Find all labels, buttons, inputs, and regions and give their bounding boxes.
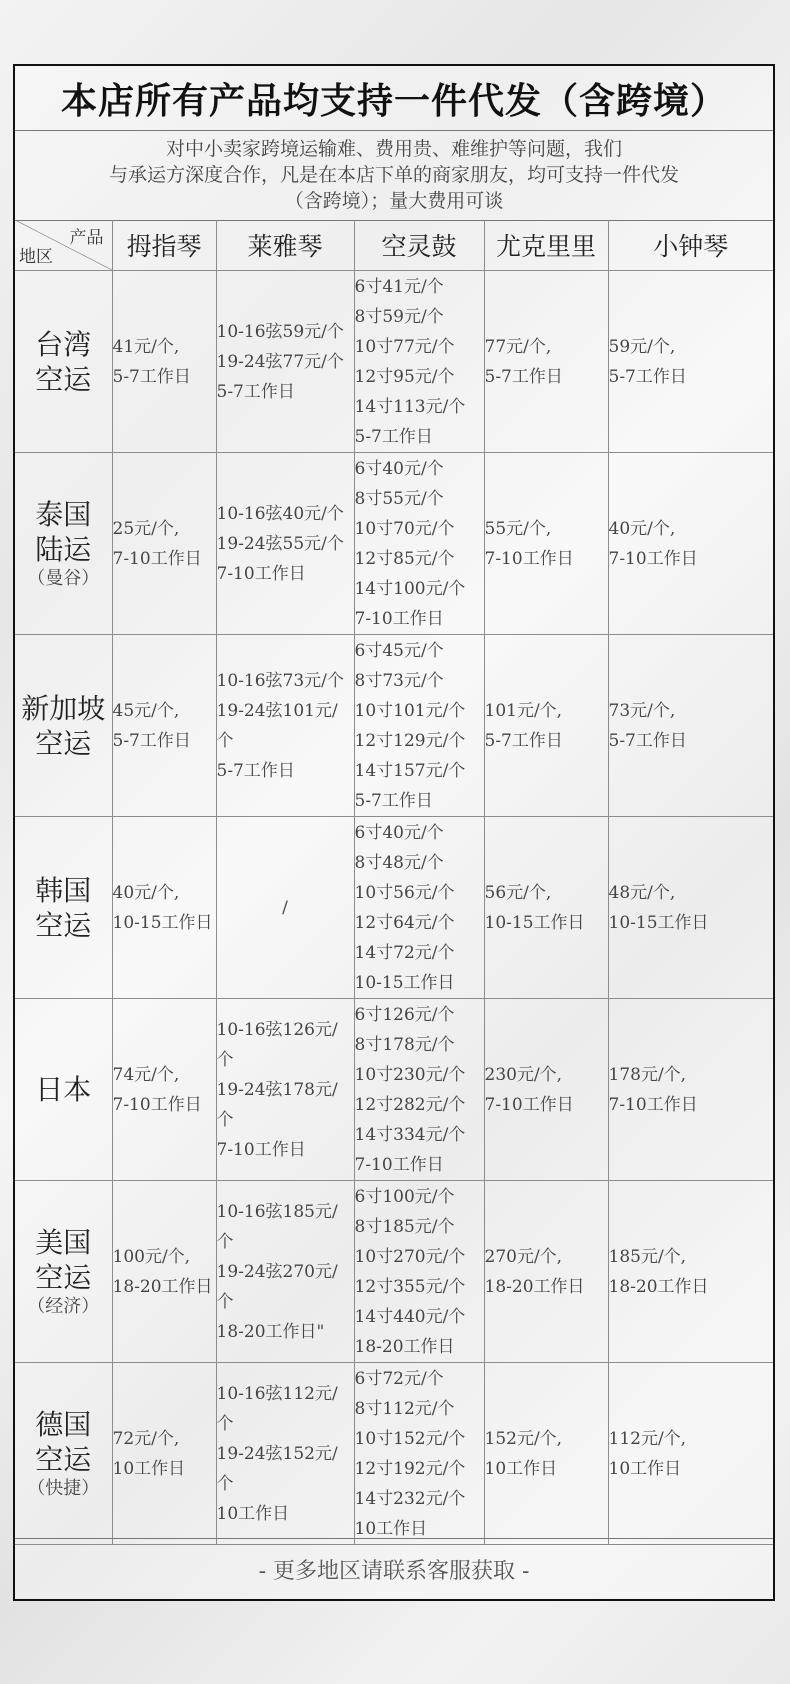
- table-header-row: [15, 220, 773, 271]
- region-name: 日本: [35, 1073, 92, 1106]
- region-cell: [15, 271, 112, 453]
- price-cell-kalimba: 25元/个, 7-10工作日: [112, 453, 216, 635]
- price-cell-lyre: 10-16弦126元/个 19-24弦178元/个 7-10工作日: [216, 999, 354, 1181]
- price-cell-glockenspiel: 73元/个, 5-7工作日: [608, 635, 773, 817]
- price-cell-tongue-drum: 6寸100元/个 8寸185元/个 10寸270元/个 12寸355元/个 14寸440元/个 18-20工作日: [354, 1181, 484, 1363]
- price-cell-ukulele: 152元/个, 10工作日: [484, 1363, 608, 1545]
- price-cell-tongue-drum: 6寸40元/个 8寸48元/个 10寸56元/个 12寸64元/个 14寸72元/个 10-15工作日: [354, 817, 484, 999]
- region-cell: [15, 1363, 112, 1545]
- table-row: [15, 453, 773, 635]
- price-cell-lyre: 10-16弦185元/个 19-24弦270元/个 18-20工作日": [216, 1181, 354, 1363]
- table-row: [15, 1181, 773, 1363]
- table-row: [15, 999, 773, 1181]
- region-note: （快捷）: [27, 1477, 100, 1499]
- price-cell-tongue-drum: 6寸126元/个 8寸178元/个 10寸230元/个 12寸282元/个 14寸334元/个 7-10工作日: [354, 999, 484, 1181]
- region-note: （曼谷）: [27, 567, 100, 589]
- region-cell: [15, 999, 112, 1181]
- footer-contact-note: - 更多地区请联系客服获取 -: [15, 1538, 773, 1599]
- price-cell-ukulele: 101元/个, 5-7工作日: [484, 635, 608, 817]
- price-cell-glockenspiel: 112元/个, 10工作日: [608, 1363, 773, 1545]
- price-cell-glockenspiel: 185元/个, 18-20工作日: [608, 1181, 773, 1363]
- notice-line: （含跨境）；量大费用可谈: [284, 190, 504, 212]
- table-row: [15, 271, 773, 453]
- table-corner-header: [15, 220, 112, 271]
- shipping-price-sheet: [13, 64, 775, 1601]
- price-cell-glockenspiel: 40元/个, 7-10工作日: [608, 453, 773, 635]
- region-note: （经济）: [27, 1295, 100, 1317]
- price-cell-tongue-drum: 6寸41元/个 8寸59元/个 10寸77元/个 12寸95元/个 14寸113元/个 5-7工作日: [354, 271, 484, 453]
- column-header-lyre: 莱雅琴: [216, 220, 354, 271]
- region-name: 台湾 空运: [35, 327, 92, 396]
- column-header-kalimba: 拇指琴: [112, 220, 216, 271]
- dropship-notice: [15, 130, 773, 221]
- corner-product-label: 产品: [69, 228, 104, 248]
- region-cell: [15, 1181, 112, 1363]
- shipping-rate-table: [15, 220, 773, 1545]
- price-cell-ukulele: 230元/个, 7-10工作日: [484, 999, 608, 1181]
- page-title: 本店所有产品均支持一件代发（含跨境）: [15, 66, 773, 131]
- price-cell-lyre: 10-16弦59元/个 19-24弦77元/个 5-7工作日: [216, 271, 354, 453]
- price-cell-glockenspiel: 48元/个, 10-15工作日: [608, 817, 773, 999]
- price-cell-glockenspiel: 59元/个, 5-7工作日: [608, 271, 773, 453]
- table-row: [15, 817, 773, 999]
- region-name: 美国 空运: [35, 1225, 92, 1294]
- price-cell-lyre: 10-16弦112元/个 19-24弦152元/个 10工作日: [216, 1363, 354, 1545]
- price-cell-kalimba: 74元/个, 7-10工作日: [112, 999, 216, 1181]
- region-cell: [15, 453, 112, 635]
- price-cell-lyre: 10-16弦73元/个 19-24弦101元/个 5-7工作日: [216, 635, 354, 817]
- column-header-ukulele: 尤克里里: [484, 220, 608, 271]
- region-cell: [15, 817, 112, 999]
- price-cell-tongue-drum: 6寸45元/个 8寸73元/个 10寸101元/个 12寸129元/个 14寸157元/个 5-7工作日: [354, 635, 484, 817]
- price-cell-ukulele: 77元/个, 5-7工作日: [484, 271, 608, 453]
- price-cell-kalimba: 40元/个, 10-15工作日: [112, 817, 216, 999]
- price-cell-glockenspiel: 178元/个, 7-10工作日: [608, 999, 773, 1181]
- corner-region-label: 地区: [19, 247, 53, 267]
- price-cell-tongue-drum: 6寸72元/个 8寸112元/个 10寸152元/个 12寸192元/个 14寸232元/个 10工作日: [354, 1363, 484, 1545]
- price-cell-kalimba: 45元/个, 5-7工作日: [112, 635, 216, 817]
- region-name: 韩国 空运: [35, 873, 92, 942]
- price-cell-ukulele: 55元/个, 7-10工作日: [484, 453, 608, 635]
- price-cell-kalimba: 41元/个, 5-7工作日: [112, 271, 216, 453]
- region-cell: [15, 635, 112, 817]
- column-header-tongue-drum: 空灵鼓: [354, 220, 484, 271]
- table-row: [15, 635, 773, 817]
- table-row: [15, 1363, 773, 1545]
- region-name: 德国 空运: [35, 1407, 92, 1476]
- price-cell-kalimba: 100元/个, 18-20工作日: [112, 1181, 216, 1363]
- price-cell-tongue-drum: 6寸40元/个 8寸55元/个 10寸70元/个 12寸85元/个 14寸100元/个 7-10工作日: [354, 453, 484, 635]
- region-name: 新加坡 空运: [21, 691, 106, 760]
- price-cell-ukulele: 270元/个, 18-20工作日: [484, 1181, 608, 1363]
- price-cell-ukulele: 56元/个, 10-15工作日: [484, 817, 608, 999]
- notice-line: 对中小卖家跨境运输难、费用贵、难维护等问题，我们: [165, 138, 622, 160]
- region-name: 泰国 陆运: [35, 497, 92, 566]
- price-cell-lyre: /: [216, 817, 354, 999]
- column-header-glockenspiel: 小钟琴: [608, 220, 773, 271]
- price-cell-lyre: 10-16弦40元/个 19-24弦55元/个 7-10工作日: [216, 453, 354, 635]
- notice-line: 与承运方深度合作，凡是在本店下单的商家朋友，均可支持一件代发: [108, 164, 679, 186]
- price-cell-kalimba: 72元/个, 10工作日: [112, 1363, 216, 1545]
